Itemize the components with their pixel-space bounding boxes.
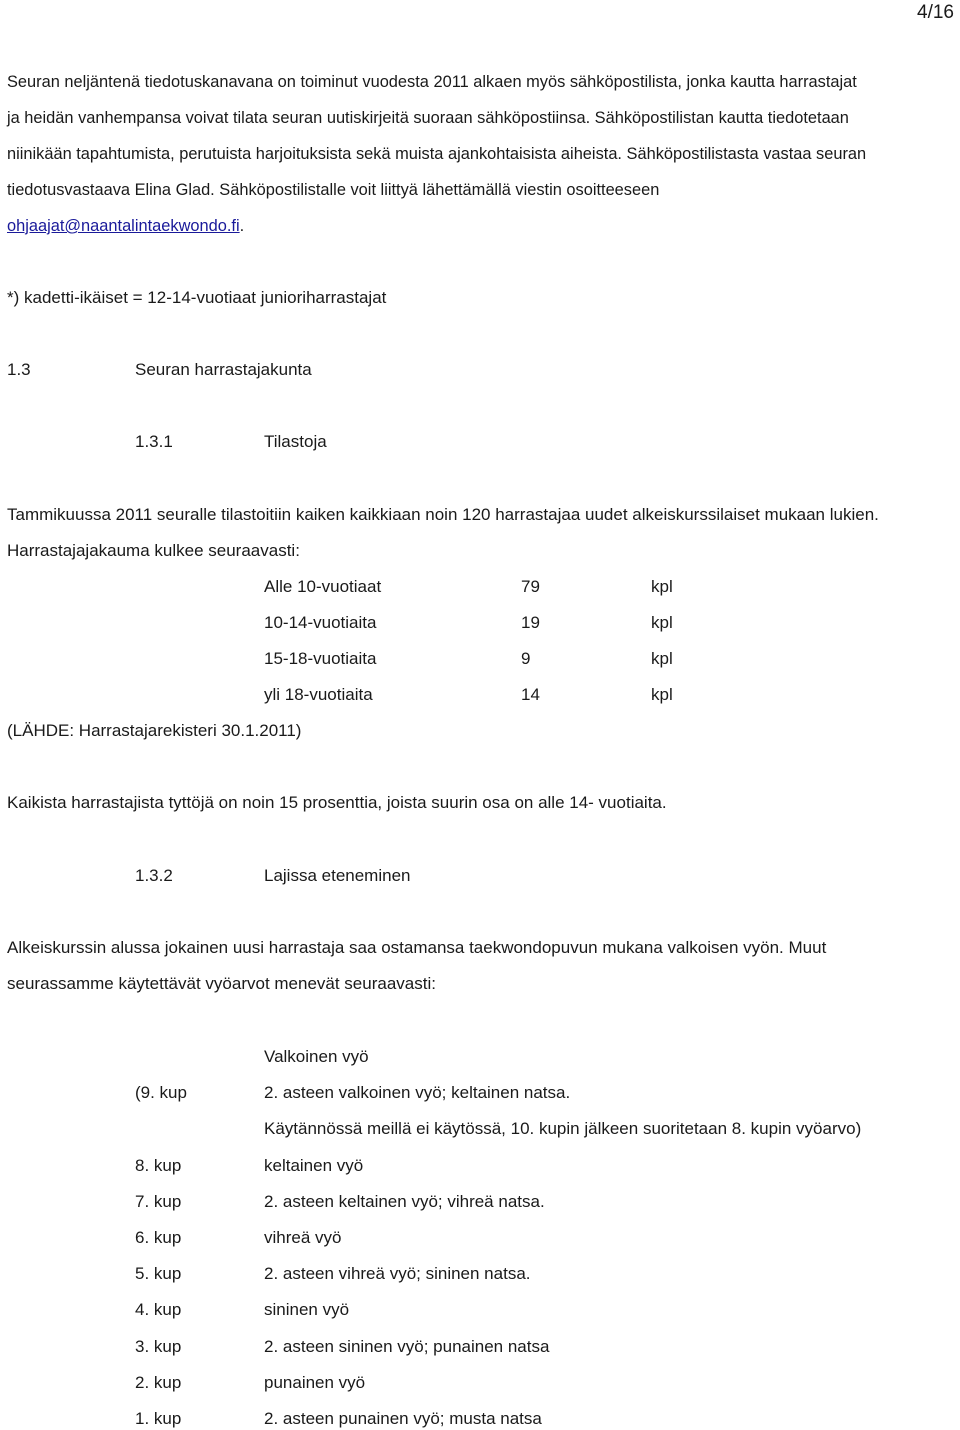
intro-line-4: tiedotusvastaava Elina Glad. Sähköpostilistalle voit liittyä lähettämällä viestin osoitteeseen [7,181,660,199]
email-link[interactable]: ohjaajat@naantalintaekwondo.fi [7,217,240,235]
belt-rank: 8. kup [135,1156,182,1175]
belt-rank: 5. kup [135,1264,182,1283]
page-number: 4/16 [917,2,954,23]
intro-line-3: niinikään tapahtumista, perutuista harjoituksista sekä muista ajankohtaisista aiheista. Sähköpostilistasta vastaa seuran [7,145,867,163]
belt-description: 2. asteen punainen vyö; musta natsa [264,1409,542,1428]
age-group-count: 9 [521,649,531,668]
belt-description: Valkoinen vyö [264,1047,369,1066]
belt-rank: 1. kup [135,1409,182,1428]
email-trailing-period: . [239,217,245,235]
girls-text: Kaikista harrastajista tyttöjä on noin 15 prosenttia, joista suurin osa on alle 14- vuotiaita. [7,793,667,812]
belt-description: keltainen vyö [264,1156,364,1175]
section-1-3-2-number: 1.3.2 [135,866,173,885]
belt-rank: 6. kup [135,1228,182,1247]
belt-rank: 4. kup [135,1300,182,1319]
intro-email-line [7,215,955,237]
belt-rank: 3. kup [135,1337,182,1356]
source-note: (LÄHDE: Harrastajarekisteri 30.1.2011) [7,721,302,740]
belt-description: Käytännössä meillä ei käytössä, 10. kupin jälkeen suoritetaan 8. kupin vyöarvo) [264,1119,862,1138]
age-group-count: 19 [521,613,540,632]
belt-description: punainen vyö [264,1373,366,1392]
age-group-label: yli 18-vuotiaita [264,685,373,704]
section-1-3-title: Seuran harrastajakunta [135,360,312,379]
belt-description: sininen vyö [264,1300,350,1319]
section-1-3-1-title: Tilastoja [264,432,327,451]
intro-line-2: ja heidän vanhempansa voivat tilata seuran uutiskirjeitä suoraan sähköpostiinsa. Sähköpostilistan kautta tiedotetaan [7,109,849,127]
intro-line-1: Seuran neljäntenä tiedotuskanavana on toiminut vuodesta 2011 alkaen myös sähköpostilista, jonka kautta harrastajat [7,73,857,91]
age-group-unit: kpl [651,649,673,668]
belt-description: 2. asteen valkoinen vyö; keltainen natsa. [264,1083,571,1102]
age-group-label: 10-14-vuotiaita [264,613,377,632]
belt-text-1: Alkeiskurssin alussa jokainen uusi harrastaja saa ostamansa taekwondopuvun mukana valkoisen vyön. Muut [7,938,827,957]
stats-text-2: Harrastajajakauma kulkee seuraavasti: [7,541,300,560]
age-group-unit: kpl [651,577,673,596]
footnote: *) kadetti-ikäiset = 12-14-vuotiaat junioriharrastajat [7,288,387,307]
age-group-unit: kpl [651,613,673,632]
belt-description: 2. asteen keltainen vyö; vihreä natsa. [264,1192,545,1211]
section-1-3-number: 1.3 [7,360,31,379]
age-group-count: 79 [521,577,540,596]
belt-rank: 7. kup [135,1192,182,1211]
age-group-label: 15-18-vuotiaita [264,649,377,668]
belt-description: 2. asteen vihreä vyö; sininen natsa. [264,1264,531,1283]
age-group-label: Alle 10-vuotiaat [264,577,382,596]
stats-text-1: Tammikuussa 2011 seuralle tilastoitiin kaiken kaikkiaan noin 120 harrastajaa uudet alkeiskurssilaiset mukaan lukien. [7,505,879,524]
belt-rank: 2. kup [135,1373,182,1392]
section-1-3-1-number: 1.3.1 [135,432,173,451]
belt-text-2: seurassamme käytettävät vyöarvot menevät seuraavasti: [7,974,436,993]
belt-description: vihreä vyö [264,1228,342,1247]
belt-rank: (9. kup [135,1083,187,1102]
section-1-3-2-title: Lajissa eteneminen [264,866,411,885]
age-group-count: 14 [521,685,540,704]
belt-description: 2. asteen sininen vyö; punainen natsa [264,1337,550,1356]
age-group-unit: kpl [651,685,673,704]
